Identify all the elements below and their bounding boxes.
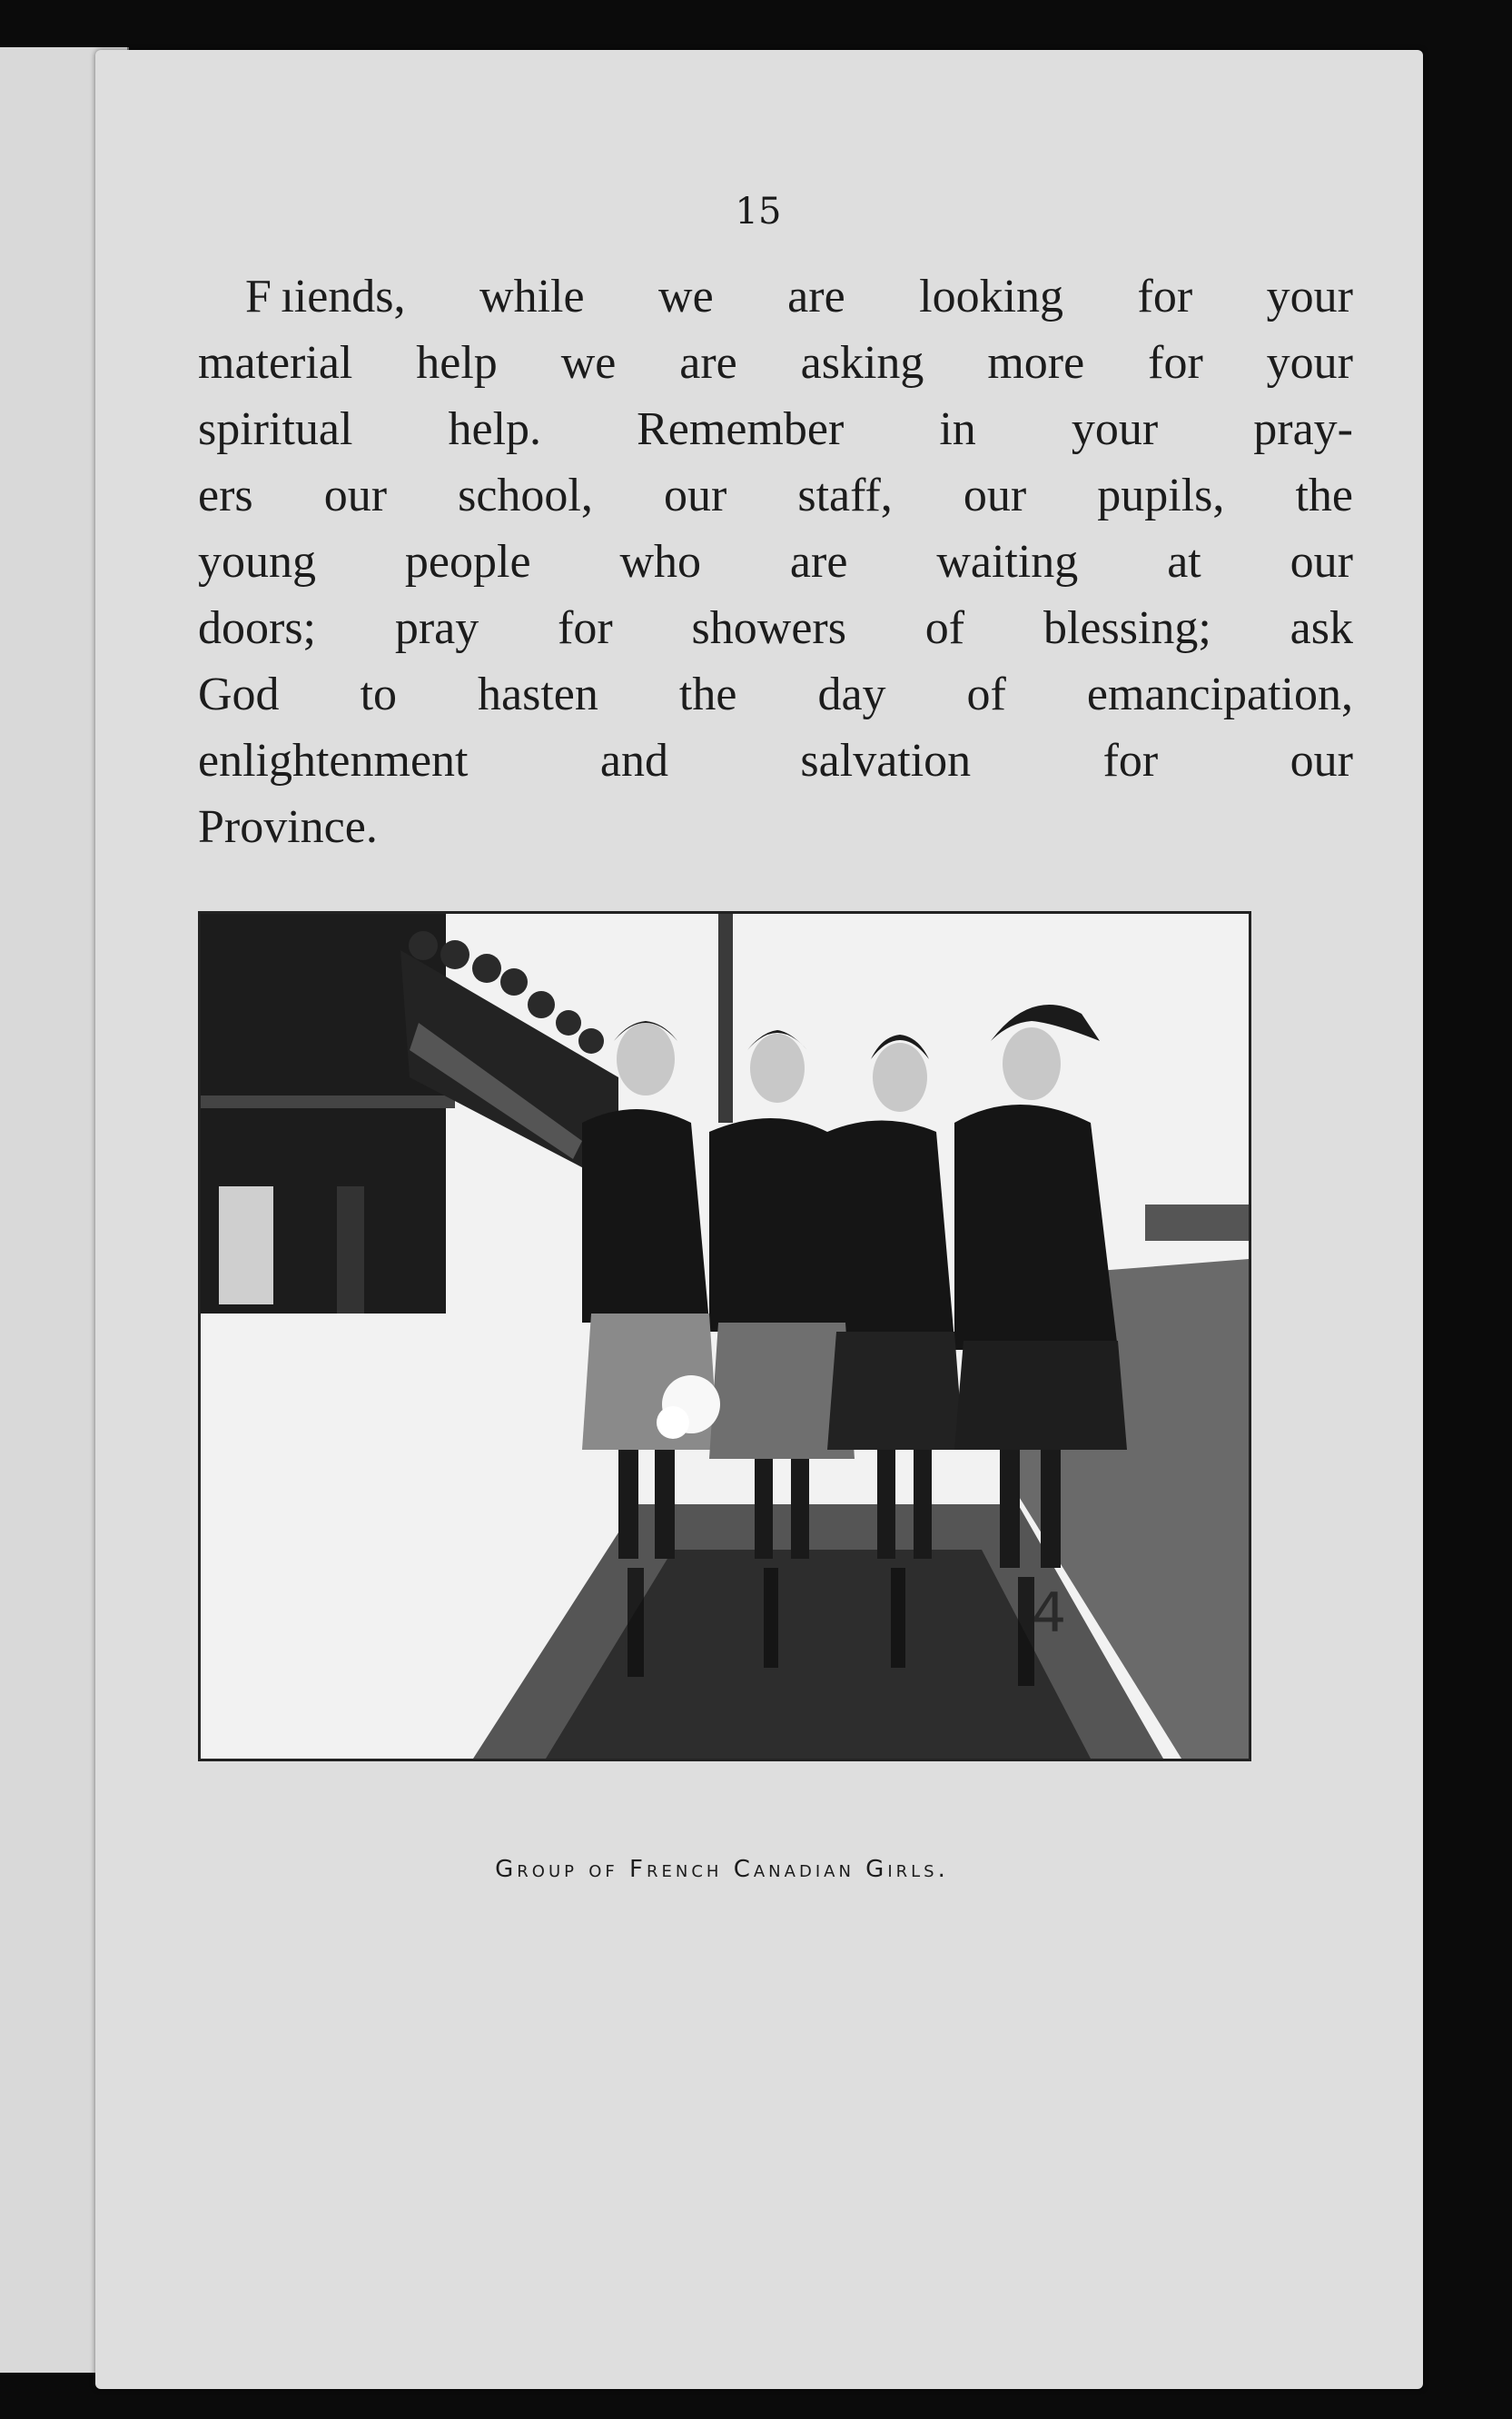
photo-handwritten-mark: 4	[1032, 1581, 1067, 1645]
paragraph-line: young people who are waiting at our	[198, 536, 1353, 588]
photo-caption: Group of French Canadian Girls.	[495, 1856, 949, 1883]
body-paragraph	[198, 263, 1353, 860]
paragraph-line: doors; pray for showers of blessing; ask	[198, 602, 1353, 654]
book-page	[95, 50, 1423, 2389]
page-number: 15	[735, 191, 782, 233]
group-photograph	[198, 911, 1251, 1761]
photo-illustration	[201, 914, 1249, 1759]
paragraph-line: F ıiends, while we are looking for your	[245, 271, 1353, 322]
paragraph-line: God to hasten the day of emancipation,	[198, 669, 1353, 720]
paragraph-line: material help we are asking more for your	[198, 337, 1353, 389]
paragraph-line: enlightenment and salvation for our	[198, 735, 1353, 787]
paragraph-line: ers our school, our staff, our pupils, the	[198, 470, 1353, 521]
paragraph-line: spiritual help. Remember in your pray-	[198, 403, 1353, 455]
paragraph-line: Province.	[198, 801, 378, 853]
